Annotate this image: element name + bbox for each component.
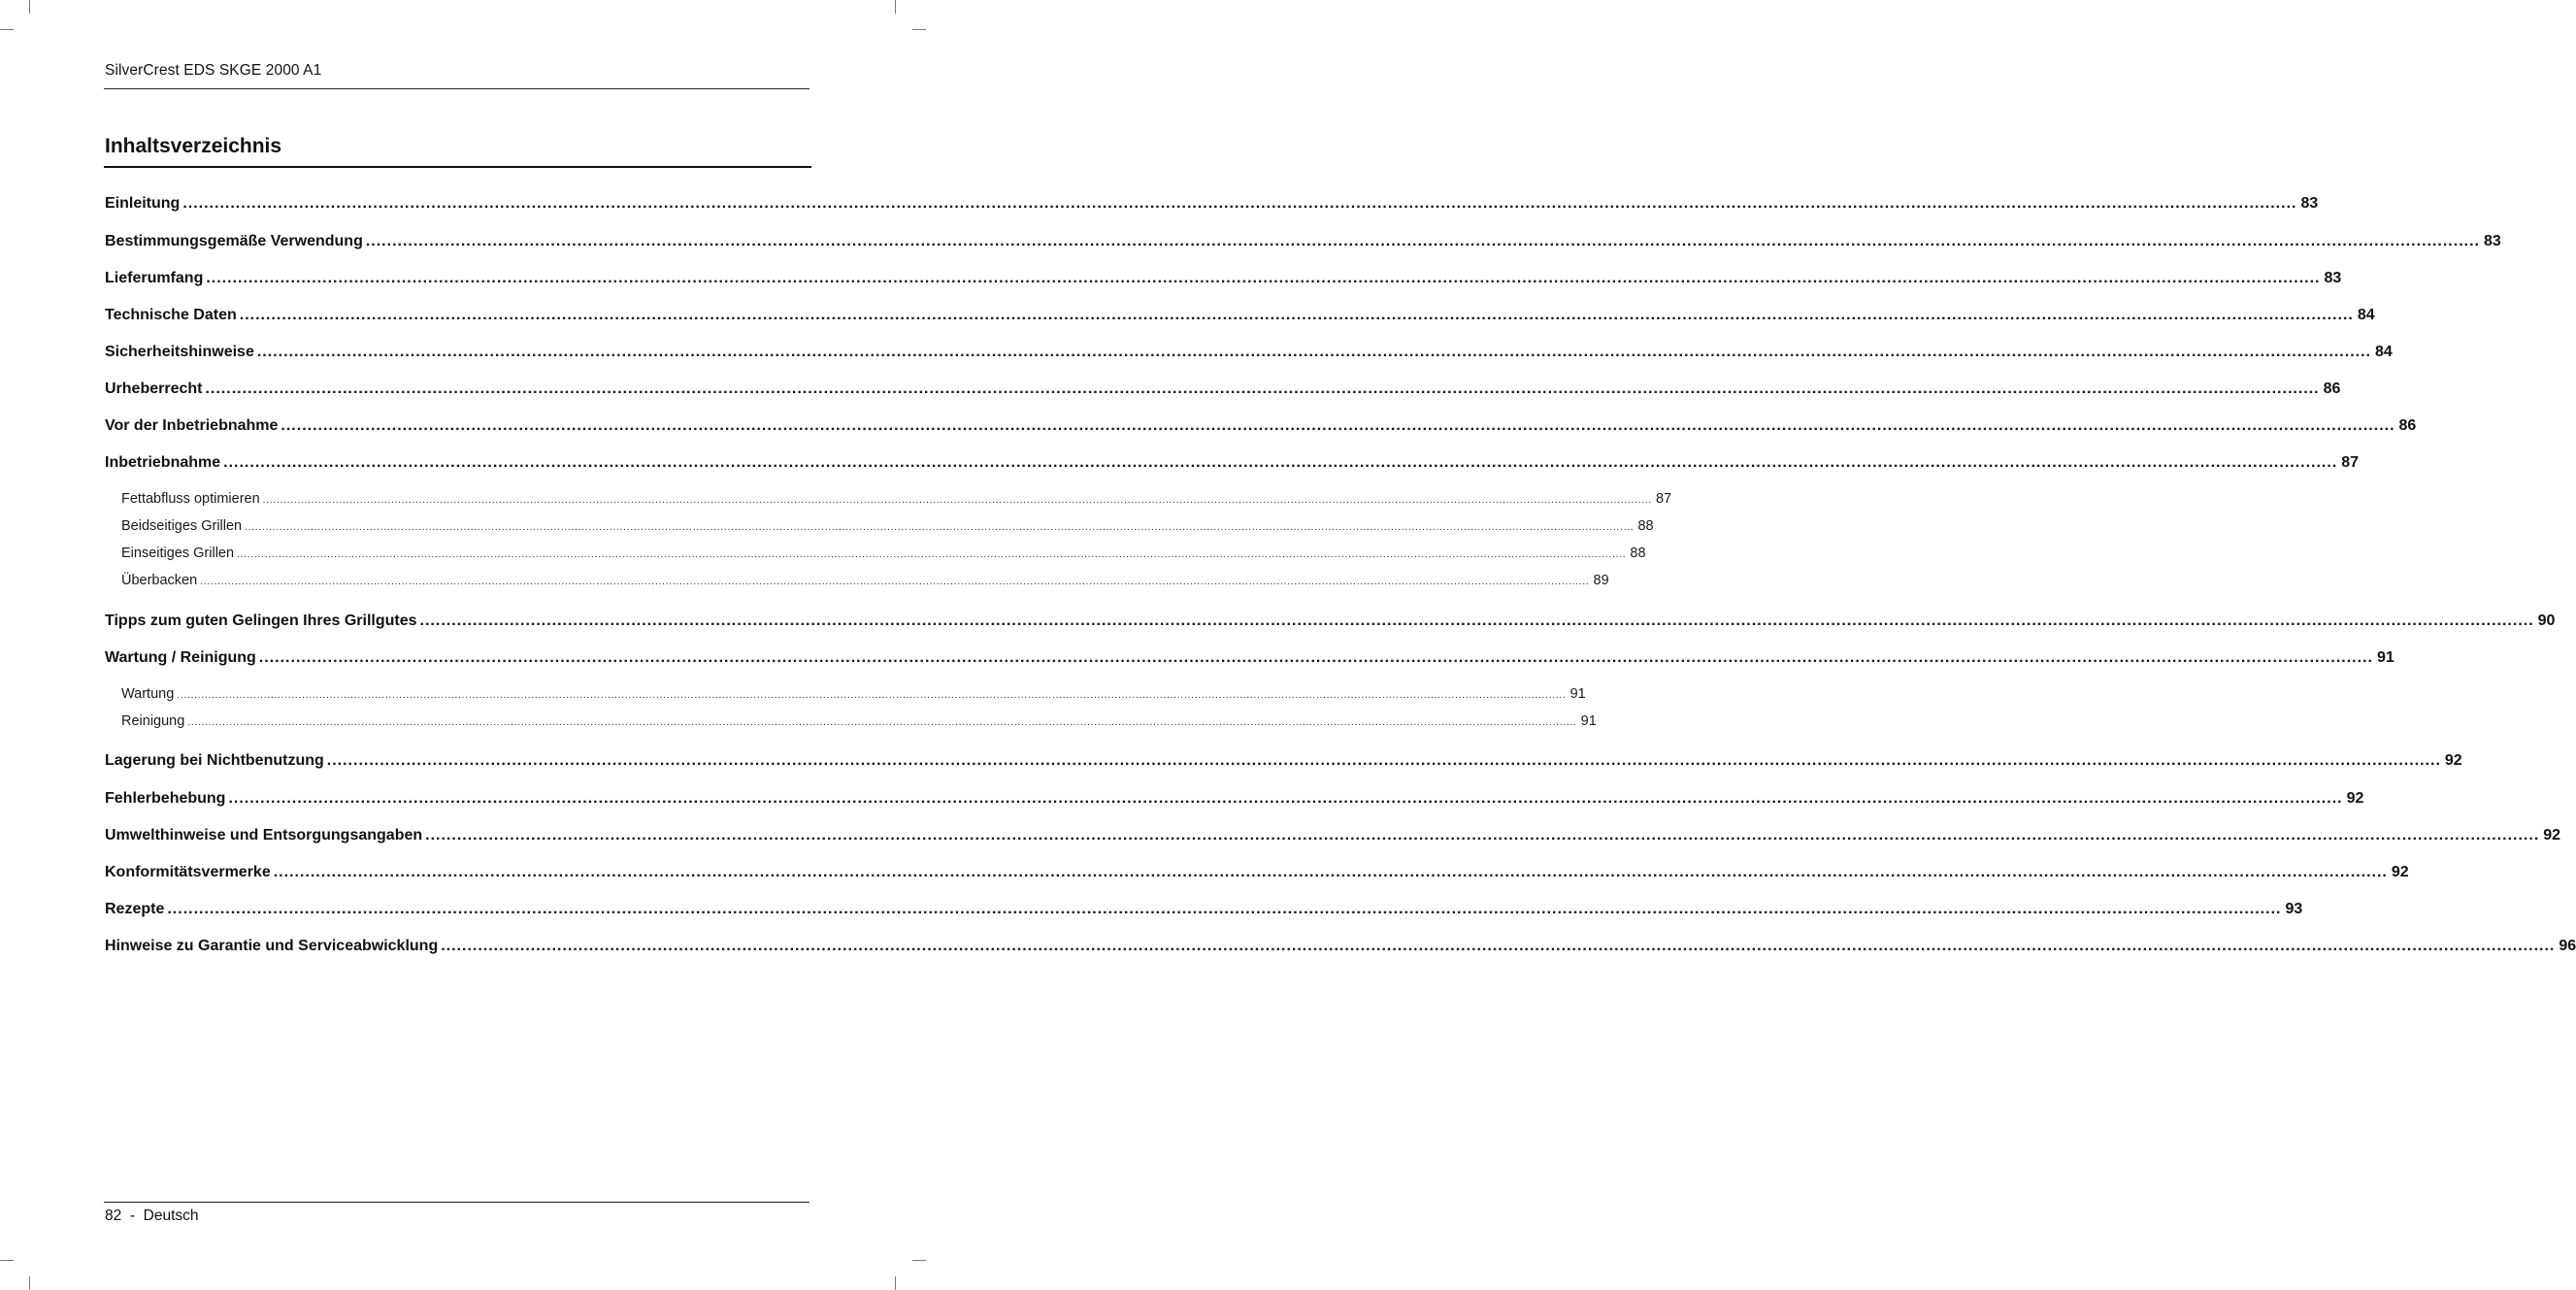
toc-entry-page: 86	[2323, 380, 2341, 397]
dot-leader: ................................................................................................................................................................................................................................................................................................................................................................................................................	[167, 901, 2282, 917]
footer-language: Deutsch	[143, 1207, 199, 1224]
toc-entry-label: Technische Daten	[105, 307, 237, 323]
toc-entry-label: Überbacken	[121, 573, 198, 588]
toc-entry[interactable]	[105, 612, 2556, 634]
dot-leader: ................................................................................................................................................................................................................................................................................................................................................................................................................	[326, 752, 2441, 769]
toc-entry-label: Vor der Inbetriebnahme	[105, 417, 279, 434]
toc-entry[interactable]	[105, 233, 2501, 254]
toc-entry[interactable]	[105, 901, 2303, 922]
dot-leader: ................................................................................................................................................................................................................................................................................................................................................................................................................	[256, 344, 2371, 360]
dot-leader: ................................................................................................................................................................................................................................................................................................................................................................................................................	[205, 380, 2320, 397]
crop-mark	[895, 0, 896, 14]
toc-entry-page: 92	[2391, 864, 2409, 880]
dot-leader: ................................................................................................................................................................................................................................................................................................................................................................................................................	[365, 233, 2480, 249]
dot-leader: ................................................................................................................................................................................................................................................................................................................................................................................................................	[262, 495, 1652, 506]
dot-leader: ................................................................................................................................................................................................................................................................................................................................................................................................................	[273, 864, 2388, 880]
toc-entry-label: Sicherheitshinweise	[105, 344, 254, 360]
toc-entry-label: Reinigung	[121, 713, 185, 729]
toc-entry[interactable]	[105, 417, 2417, 439]
footer-page-number: 82	[105, 1207, 122, 1224]
toc-subentry[interactable]	[121, 713, 1597, 733]
toc-entry-page: 83	[2300, 195, 2319, 212]
toc-entry-page: 84	[2357, 307, 2375, 323]
toc-entry-page: 92	[2346, 790, 2364, 807]
toc-entry-label: Konformitätsvermerke	[105, 864, 271, 880]
toc-subentry[interactable]	[121, 686, 1586, 706]
crop-mark	[895, 1276, 896, 1290]
toc-entry-page: 93	[2285, 901, 2303, 917]
toc-entry-page: 88	[1630, 546, 1646, 561]
toc-entry-page: 92	[2444, 752, 2462, 769]
toc-subentry[interactable]	[121, 518, 1654, 538]
dot-leader: ................................................................................................................................................................................................................................................................................................................................................................................................................	[237, 549, 1627, 560]
toc-entry[interactable]	[105, 380, 2341, 402]
toc-entry-page: 86	[2398, 417, 2417, 434]
toc-entry-label: Lagerung bei Nichtbenutzung	[105, 752, 324, 769]
toc-entry-page: 83	[2483, 233, 2501, 249]
dot-leader: ................................................................................................................................................................................................................................................................................................................................................................................................................	[441, 938, 2556, 954]
dot-leader: ................................................................................................................................................................................................................................................................................................................................................................................................................	[425, 827, 2540, 843]
footer-rule	[104, 1202, 809, 1203]
toc-subentry[interactable]	[121, 546, 1646, 565]
toc-entry[interactable]	[105, 752, 2462, 774]
toc-entry-page: 90	[2537, 612, 2556, 629]
crop-mark	[912, 29, 926, 30]
toc-entry[interactable]	[105, 938, 2576, 959]
toc-entry-label: Rezepte	[105, 901, 165, 917]
toc-entry-page: 88	[1637, 518, 1654, 534]
toc-entry-label: Bestimmungsgemäße Verwendung	[105, 233, 363, 249]
toc-entry[interactable]	[105, 827, 2561, 848]
toc-entry-label: Tipps zum guten Gelingen Ihres Grillgutes	[105, 612, 417, 629]
dot-leader: ................................................................................................................................................................................................................................................................................................................................................................................................................	[206, 270, 2321, 286]
dot-leader: ................................................................................................................................................................................................................................................................................................................................................................................................................	[258, 649, 2373, 666]
toc-subentry[interactable]	[121, 573, 1609, 592]
dot-leader: ................................................................................................................................................................................................................................................................................................................................................................................................................	[239, 307, 2354, 323]
dot-leader: ................................................................................................................................................................................................................................................................................................................................................................................................................	[419, 612, 2534, 629]
toc-entry-page: 91	[1580, 713, 1597, 729]
toc-entry-page: 91	[1569, 686, 1586, 702]
toc-subentry[interactable]	[121, 491, 1672, 511]
crop-mark	[29, 0, 30, 14]
toc-entry-page: 92	[2543, 827, 2561, 843]
toc-entry-page: 87	[2341, 454, 2360, 471]
toc-entry-page: 87	[1655, 491, 1672, 507]
table-of-contents	[105, 0, 2576, 1290]
toc-entry-label: Hinweise zu Garantie und Serviceabwicklung	[105, 938, 439, 954]
dot-leader: ................................................................................................................................................................................................................................................................................................................................................................................................................	[228, 790, 2343, 807]
dot-leader: ................................................................................................................................................................................................................................................................................................................................................................................................................	[223, 454, 2338, 471]
toc-entry-label: Lieferumfang	[105, 270, 204, 286]
toc-entry-label: Beidseitiges Grillen	[121, 518, 243, 534]
dot-leader: ................................................................................................................................................................................................................................................................................................................................................................................................................	[182, 195, 2297, 212]
toc-entry-label: Einleitung	[105, 195, 181, 212]
toc-entry[interactable]	[105, 649, 2394, 671]
toc-entry-page: 83	[2324, 270, 2342, 286]
page-title: Inhaltsverzeichnis	[105, 135, 282, 157]
toc-entry-label: Fehlerbehebung	[105, 790, 226, 807]
dot-leader: ................................................................................................................................................................................................................................................................................................................................................................................................................	[245, 522, 1635, 533]
toc-entry[interactable]	[105, 270, 2342, 291]
toc-entry-label: Fettabfluss optimieren	[121, 491, 260, 507]
toc-entry-label: Umwelthinweise und Entsorgungsangaben	[105, 827, 423, 843]
footer-separator: -	[129, 1207, 136, 1224]
page-footer	[105, 1207, 199, 1225]
crop-mark	[0, 1260, 14, 1261]
toc-entry-label: Urheberrecht	[105, 380, 203, 397]
dot-leader: ................................................................................................................................................................................................................................................................................................................................................................................................................	[177, 690, 1567, 701]
dot-leader: ................................................................................................................................................................................................................................................................................................................................................................................................................	[281, 417, 2395, 434]
toc-entry-label: Wartung / Reinigung	[105, 649, 256, 666]
toc-entry[interactable]	[105, 864, 2409, 885]
running-header: SilverCrest EDS SKGE 2000 A1	[105, 62, 322, 79]
dot-leader: ................................................................................................................................................................................................................................................................................................................................................................................................................	[187, 717, 1577, 728]
crop-mark	[912, 1260, 926, 1261]
toc-entry[interactable]	[105, 307, 2375, 328]
toc-entry[interactable]	[105, 195, 2319, 216]
toc-entry-page: 89	[1593, 573, 1609, 588]
toc-entry[interactable]	[105, 344, 2393, 365]
dot-leader: ................................................................................................................................................................................................................................................................................................................................................................................................................	[200, 577, 1590, 587]
crop-mark	[29, 1276, 30, 1290]
toc-entry-page: 91	[2376, 649, 2394, 666]
toc-entry[interactable]	[105, 790, 2364, 811]
toc-entry-page: 96	[2559, 938, 2576, 954]
toc-entry[interactable]	[105, 454, 2360, 476]
toc-entry-page: 84	[2374, 344, 2393, 360]
crop-mark	[0, 29, 14, 30]
toc-entry-label: Inbetriebnahme	[105, 454, 221, 471]
toc-entry-label: Einseitiges Grillen	[121, 546, 235, 561]
toc-entry-label: Wartung	[121, 686, 175, 702]
